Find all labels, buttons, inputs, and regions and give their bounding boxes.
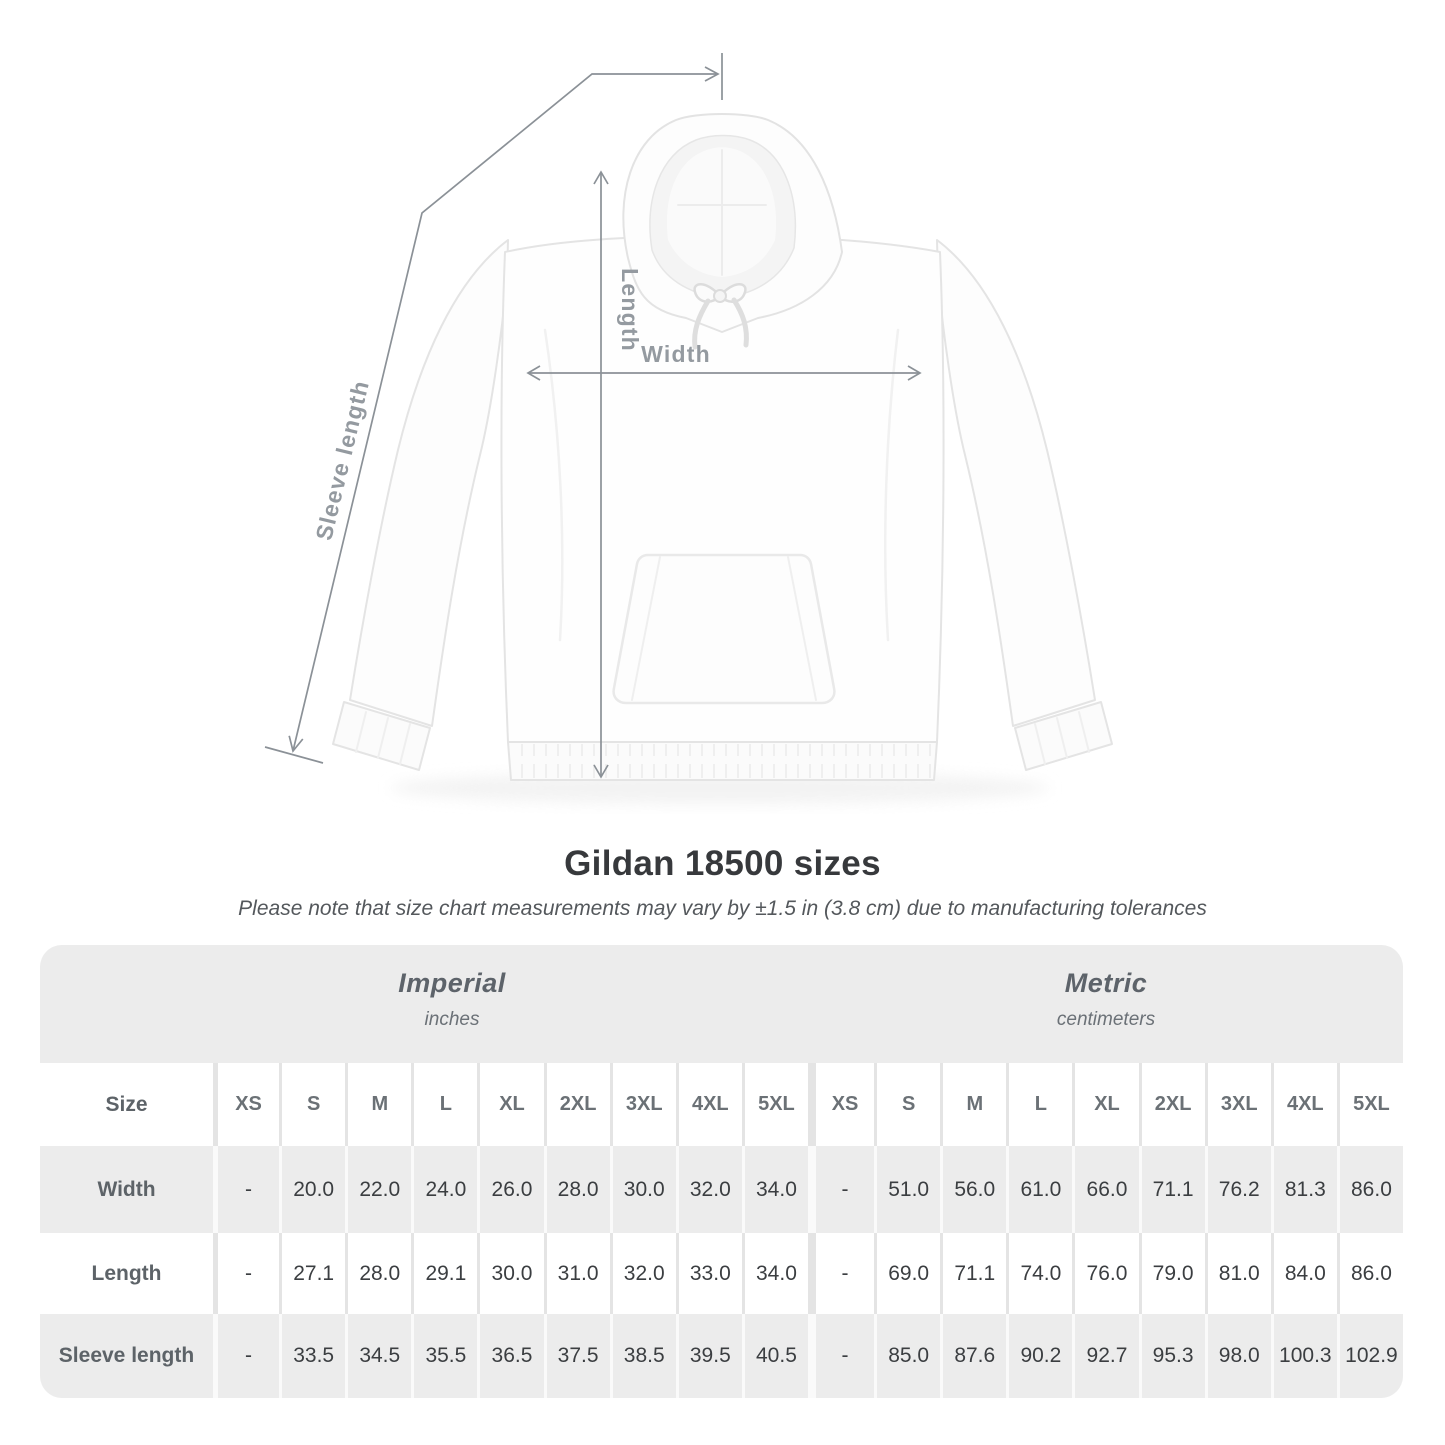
hoodie-left-sleeve [350, 240, 508, 726]
imperial-value: 28.0 [544, 1146, 610, 1233]
metric-size-header: XS [808, 1063, 874, 1146]
imperial-value: 33.0 [676, 1233, 742, 1314]
imperial-value: 30.0 [610, 1146, 676, 1233]
imperial-value: 34.0 [742, 1233, 808, 1314]
imperial-value: 26.0 [477, 1146, 543, 1233]
metric-value: 76.0 [1072, 1233, 1138, 1314]
metric-value: 66.0 [1072, 1146, 1138, 1233]
metric-value: 56.0 [940, 1146, 1006, 1233]
metric-size-header: 2XL [1139, 1063, 1205, 1146]
imperial-value: 35.5 [411, 1314, 477, 1398]
row-label: Width [97, 1177, 156, 1201]
imperial-value: 20.0 [279, 1146, 345, 1233]
imperial-value: 39.5 [676, 1314, 742, 1398]
page-title: Gildan 18500 sizes [564, 844, 881, 883]
metric-value: 74.0 [1006, 1233, 1072, 1314]
imperial-value: 34.0 [742, 1146, 808, 1233]
imperial-value: - [213, 1146, 279, 1233]
imperial-value: 33.5 [279, 1314, 345, 1398]
imperial-group-unit: inches [424, 1009, 480, 1030]
metric-value: 92.7 [1072, 1314, 1138, 1398]
hoodie-image [333, 114, 1112, 804]
metric-size-header: 4XL [1271, 1063, 1337, 1146]
metric-size-header: XL [1072, 1063, 1138, 1146]
imperial-size-header: M [345, 1063, 411, 1146]
imperial-value: 32.0 [676, 1146, 742, 1233]
imperial-size-header: 2XL [544, 1063, 610, 1146]
metric-value: 79.0 [1139, 1233, 1205, 1314]
metric-group-header [1057, 968, 1155, 1031]
imperial-value: 30.0 [477, 1233, 543, 1314]
imperial-size-header: 4XL [676, 1063, 742, 1146]
metric-value: 100.3 [1271, 1314, 1337, 1398]
imperial-value: 27.1 [279, 1233, 345, 1314]
imperial-value: 40.5 [742, 1314, 808, 1398]
imperial-value: 37.5 [544, 1314, 610, 1398]
metric-value: 51.0 [874, 1146, 940, 1233]
hoodie-right-sleeve [937, 240, 1095, 726]
unit-header-band [40, 945, 1403, 1063]
metric-value: 76.2 [1205, 1146, 1271, 1233]
metric-value: 102.9 [1337, 1314, 1403, 1398]
metric-value: 61.0 [1006, 1146, 1072, 1233]
imperial-value: 38.5 [610, 1314, 676, 1398]
imperial-value: 34.5 [345, 1314, 411, 1398]
measurement-row-sleeve-length [40, 1314, 1403, 1398]
sleeve-length-label: Sleeve length [310, 377, 374, 543]
imperial-value: 22.0 [345, 1146, 411, 1233]
metric-value: - [808, 1233, 874, 1314]
size-chart-grid [40, 1063, 1403, 1398]
measurement-row-width [40, 1146, 1403, 1233]
metric-value: - [808, 1314, 874, 1398]
metric-value: 84.0 [1271, 1233, 1337, 1314]
width-label: Width [641, 341, 711, 367]
imperial-value: 29.1 [411, 1233, 477, 1314]
size-chart-table [40, 945, 1403, 1398]
imperial-value: 32.0 [610, 1233, 676, 1314]
metric-value: 71.1 [1139, 1146, 1205, 1233]
metric-value: 98.0 [1205, 1314, 1271, 1398]
metric-value: 69.0 [874, 1233, 940, 1314]
metric-value: 71.1 [940, 1233, 1006, 1314]
hem-rib-texture [512, 744, 933, 778]
metric-value: 90.2 [1006, 1314, 1072, 1398]
imperial-size-header: 3XL [610, 1063, 676, 1146]
length-label: Length [617, 268, 643, 352]
metric-value: 95.3 [1139, 1314, 1205, 1398]
metric-size-header: S [874, 1063, 940, 1146]
metric-value: 87.6 [940, 1314, 1006, 1398]
imperial-value: 36.5 [477, 1314, 543, 1398]
metric-value: 85.0 [874, 1314, 940, 1398]
imperial-size-header: L [411, 1063, 477, 1146]
row-label: Length [91, 1261, 162, 1285]
imperial-group-title: Imperial [398, 968, 506, 998]
imperial-group-header [398, 968, 506, 1031]
imperial-size-header: 5XL [742, 1063, 808, 1146]
imperial-value: 24.0 [411, 1146, 477, 1233]
size-column-label: Size [105, 1092, 148, 1116]
metric-value: 81.0 [1205, 1233, 1271, 1314]
metric-size-header: 5XL [1337, 1063, 1403, 1146]
imperial-value: - [213, 1233, 279, 1314]
metric-size-header: 3XL [1205, 1063, 1271, 1146]
metric-size-header: M [940, 1063, 1006, 1146]
imperial-size-header: XS [213, 1063, 279, 1146]
imperial-value: 28.0 [345, 1233, 411, 1314]
metric-value: 81.3 [1271, 1146, 1337, 1233]
imperial-value: 31.0 [544, 1233, 610, 1314]
metric-group-unit: centimeters [1056, 1009, 1156, 1030]
metric-value: 86.0 [1337, 1233, 1403, 1314]
imperial-size-header: S [279, 1063, 345, 1146]
imperial-value: - [213, 1314, 279, 1398]
metric-size-header: L [1006, 1063, 1072, 1146]
metric-group-title: Metric [1064, 968, 1148, 998]
tolerance-note: Please note that size chart measurements may vary by ±1.5 in (3.8 cm) due to manufacturing tolerances [238, 897, 1207, 920]
row-label: Sleeve length [58, 1344, 195, 1367]
metric-value: - [808, 1146, 874, 1233]
metric-value: 86.0 [1337, 1146, 1403, 1233]
measurement-row-length [40, 1233, 1403, 1314]
imperial-size-header: XL [477, 1063, 543, 1146]
sizes-header-row [40, 1063, 1403, 1146]
